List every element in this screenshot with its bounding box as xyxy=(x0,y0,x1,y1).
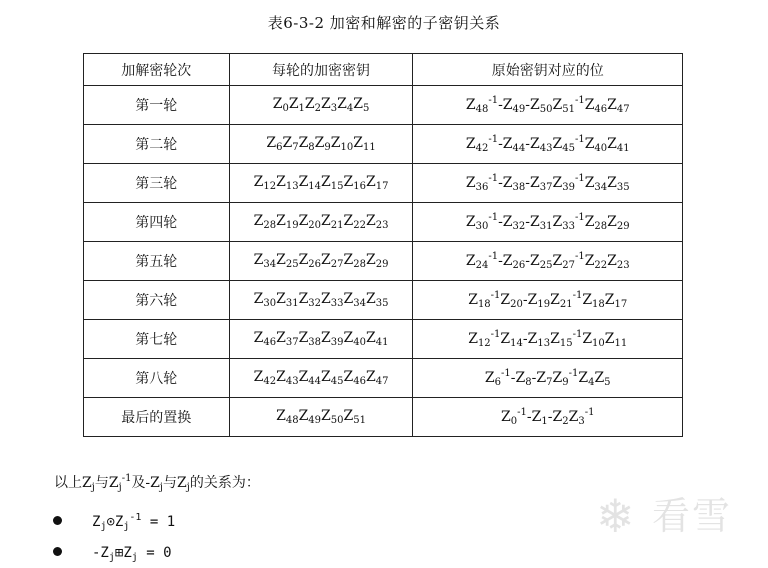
enc-key-cell xyxy=(229,164,413,203)
orig-bits-cell xyxy=(413,203,683,242)
round-label: 第四轮 xyxy=(84,203,230,242)
key-inverse: -1 xyxy=(488,251,499,262)
key-index: 51 xyxy=(353,415,366,426)
key-symbol: Z xyxy=(298,291,309,307)
key-index: 11 xyxy=(614,338,628,349)
header-enc-key: 每轮的加密密钥 xyxy=(229,54,413,86)
key-symbol: Z xyxy=(604,292,615,308)
key-index: 2 xyxy=(314,103,322,114)
bullet-result: = 1 xyxy=(141,514,176,530)
key-symbol: Z xyxy=(276,213,286,229)
key-inverse: -1 xyxy=(501,368,511,379)
key-symbol: Z xyxy=(465,97,476,113)
key-index: 22 xyxy=(353,220,366,231)
key-index: 27 xyxy=(562,260,575,271)
key-symbol: Z xyxy=(343,213,354,229)
key-symbol: Z xyxy=(304,96,315,112)
key-symbol: Z xyxy=(550,331,560,347)
key-index: 43 xyxy=(539,143,553,154)
key-symbol: Z xyxy=(253,330,264,346)
key-index: 33 xyxy=(562,221,575,232)
enc-key-cell xyxy=(229,398,413,437)
key-index: 26 xyxy=(308,259,322,270)
key-symbol: Z xyxy=(276,408,286,424)
add-mod-operator: ⊞ xyxy=(114,545,124,561)
key-index: 3 xyxy=(578,416,585,427)
key-symbol: Z xyxy=(582,292,593,308)
note-text: 及-Z xyxy=(131,475,160,491)
key-symbol: Z xyxy=(343,369,354,385)
key-symbol: Z xyxy=(253,291,264,307)
key-index: 40 xyxy=(353,337,366,348)
note-sup: -1 xyxy=(121,473,132,484)
key-index: 15 xyxy=(559,338,573,349)
key-symbol: Z xyxy=(468,331,478,347)
key-index: 28 xyxy=(263,220,277,231)
key-symbol: Z xyxy=(288,96,299,112)
key-symbol: Z xyxy=(568,409,579,425)
key-symbol: Z xyxy=(353,135,363,151)
key-inverse: -1 xyxy=(488,212,499,223)
key-symbol: Z xyxy=(321,96,331,112)
key-symbol: Z xyxy=(253,213,264,229)
bullet-dot xyxy=(53,516,62,525)
key-inverse: -1 xyxy=(574,134,585,145)
key-symbol: Z xyxy=(552,214,563,230)
key-index: 29 xyxy=(616,221,630,232)
key-index: 38 xyxy=(512,182,526,193)
key-symbol: Z xyxy=(468,292,478,308)
bullet-term: -Z xyxy=(92,545,109,561)
key-index: 3 xyxy=(330,103,338,114)
key-index: 22 xyxy=(594,260,608,271)
key-symbol: Z xyxy=(276,174,286,190)
key-index: 15 xyxy=(330,181,344,192)
key-symbol: Z xyxy=(550,292,560,308)
key-symbol: Z xyxy=(607,136,617,152)
key-symbol: Z xyxy=(321,291,331,307)
key-symbol: Z xyxy=(584,214,595,230)
orig-bits-cell xyxy=(413,281,683,320)
key-symbol: Z xyxy=(552,370,563,386)
subkey-table xyxy=(83,53,683,437)
round-label: 第二轮 xyxy=(84,125,230,164)
orig-bits-cell xyxy=(413,359,683,398)
key-index: 7 xyxy=(546,377,553,388)
key-index: 12 xyxy=(477,338,491,349)
key-index: 41 xyxy=(375,337,389,348)
note-text: 与Z xyxy=(94,475,119,491)
key-symbol: Z xyxy=(500,292,511,308)
key-symbol: Z xyxy=(314,135,325,151)
enc-key-cell xyxy=(229,203,413,242)
key-index: 37 xyxy=(285,337,299,348)
key-symbol: Z xyxy=(607,214,617,230)
key-symbol: -Z xyxy=(498,253,513,269)
key-symbol: Z xyxy=(465,136,476,152)
key-inverse: -1 xyxy=(517,407,527,418)
key-symbol: Z xyxy=(343,330,354,346)
key-symbol: Z xyxy=(343,291,354,307)
key-index: 38 xyxy=(308,337,322,348)
key-symbol: Z xyxy=(465,175,476,191)
orig-bits-cell xyxy=(413,86,683,125)
key-inverse: -1 xyxy=(572,329,583,340)
watermark xyxy=(596,488,756,544)
key-symbol: Z xyxy=(330,135,341,151)
key-symbol: Z xyxy=(321,213,331,229)
relation-note xyxy=(54,472,260,493)
key-index: 46 xyxy=(594,104,608,115)
key-index: 41 xyxy=(616,143,630,154)
key-symbol: -Z xyxy=(525,175,540,191)
key-index: 25 xyxy=(539,260,553,271)
key-index: 49 xyxy=(308,415,322,426)
key-index: 40 xyxy=(594,143,608,154)
key-index: 21 xyxy=(559,299,573,310)
key-index: 24 xyxy=(475,260,489,271)
key-inverse: -1 xyxy=(574,173,585,184)
key-symbol: -Z xyxy=(498,214,513,230)
key-inverse: -1 xyxy=(488,173,499,184)
key-symbol: Z xyxy=(465,214,476,230)
table-header-row xyxy=(84,54,683,86)
key-symbol: Z xyxy=(365,291,376,307)
key-index: 26 xyxy=(512,260,526,271)
table-row xyxy=(84,242,683,281)
key-symbol: Z xyxy=(298,174,309,190)
note-sub: j xyxy=(118,482,122,493)
key-symbol: Z xyxy=(272,96,283,112)
round-label: 第八轮 xyxy=(84,359,230,398)
key-index: 14 xyxy=(510,338,523,349)
key-index: 0 xyxy=(282,103,289,114)
note-sub: j xyxy=(186,482,190,493)
key-inverse: -1 xyxy=(488,95,499,106)
key-inverse: -1 xyxy=(490,329,501,340)
table-row xyxy=(84,203,683,242)
key-symbol: Z xyxy=(584,175,595,191)
key-index: 9 xyxy=(324,142,331,153)
key-symbol: Z xyxy=(582,331,593,347)
bullet-sup: -1 xyxy=(129,512,142,523)
key-index: 8 xyxy=(308,142,315,153)
key-symbol: -Z xyxy=(498,97,513,113)
table-row xyxy=(84,320,683,359)
key-index: 37 xyxy=(539,182,553,193)
enc-key-cell xyxy=(229,125,413,164)
key-index: 18 xyxy=(477,299,491,310)
key-index: 12 xyxy=(263,181,277,192)
bullet-sub: j xyxy=(108,552,115,563)
key-symbol: Z xyxy=(298,213,309,229)
key-symbol: Z xyxy=(266,135,277,151)
orig-bits-cell xyxy=(413,398,683,437)
key-index: 4 xyxy=(588,377,595,388)
key-index: 11 xyxy=(362,142,376,153)
key-symbol: Z xyxy=(253,252,264,268)
snowflake-icon: ❄ xyxy=(596,489,635,543)
key-symbol: Z xyxy=(343,174,354,190)
key-index: 23 xyxy=(616,260,630,271)
bullet-term: Z xyxy=(92,514,101,530)
table-row xyxy=(84,398,683,437)
key-symbol: Z xyxy=(276,291,286,307)
key-symbol: Z xyxy=(501,409,511,425)
key-index: 17 xyxy=(614,299,628,310)
bullet-dot xyxy=(53,547,62,556)
key-index: 6 xyxy=(494,377,502,388)
key-index: 1 xyxy=(541,416,548,427)
key-index: 48 xyxy=(285,415,299,426)
key-index: 32 xyxy=(512,221,526,232)
key-index: 42 xyxy=(263,376,277,387)
key-symbol: Z xyxy=(298,252,309,268)
key-symbol: Z xyxy=(337,96,347,112)
key-symbol: Z xyxy=(578,370,589,386)
key-index: 30 xyxy=(475,221,489,232)
key-symbol: Z xyxy=(607,253,617,269)
bullet-term: Z xyxy=(114,514,124,530)
key-index: 29 xyxy=(375,259,389,270)
key-symbol: Z xyxy=(584,136,595,152)
key-inverse: -1 xyxy=(568,368,579,379)
key-symbol: Z xyxy=(465,253,476,269)
key-symbol: Z xyxy=(276,330,286,346)
key-index: 4 xyxy=(346,103,354,114)
round-label: 第一轮 xyxy=(84,86,230,125)
bullet-sub: j xyxy=(131,552,138,563)
key-index: 9 xyxy=(562,377,569,388)
key-symbol: -Z xyxy=(525,214,540,230)
key-index: 19 xyxy=(537,299,551,310)
key-symbol: Z xyxy=(321,408,331,424)
key-symbol: Z xyxy=(365,330,376,346)
note-sub: j xyxy=(91,482,95,493)
key-index: 46 xyxy=(353,376,366,387)
key-symbol: Z xyxy=(253,369,264,385)
key-index: 31 xyxy=(285,298,299,309)
round-label: 最后的置换 xyxy=(84,398,230,437)
bullet-multiply-inverse xyxy=(53,512,175,532)
key-index: 31 xyxy=(539,221,553,232)
key-symbol: -Z xyxy=(531,370,547,386)
key-index: 35 xyxy=(375,298,389,309)
key-symbol: Z xyxy=(321,252,331,268)
key-index: 16 xyxy=(353,181,366,192)
bullet-term: Z xyxy=(123,545,132,561)
table-row xyxy=(84,164,683,203)
note-sub: j xyxy=(159,482,164,493)
key-index: 39 xyxy=(330,337,344,348)
round-label: 第六轮 xyxy=(84,281,230,320)
header-orig-bits: 原始密钥对应的位 xyxy=(413,54,683,86)
key-symbol: Z xyxy=(365,213,376,229)
key-symbol: Z xyxy=(276,369,286,385)
key-index: 39 xyxy=(562,182,575,193)
orig-bits-cell xyxy=(413,125,683,164)
key-index: 5 xyxy=(604,377,611,388)
key-index: 5 xyxy=(362,103,370,114)
key-index: 50 xyxy=(330,415,344,426)
key-symbol: -Z xyxy=(547,409,563,425)
key-index: 20 xyxy=(308,220,322,231)
key-symbol: Z xyxy=(607,175,617,191)
key-inverse: -1 xyxy=(574,95,585,106)
key-symbol: -Z xyxy=(526,409,542,425)
orig-bits-cell xyxy=(413,320,683,359)
watermark-text: 看雪 xyxy=(652,494,733,538)
key-symbol: Z xyxy=(500,331,511,347)
key-symbol: Z xyxy=(298,330,309,346)
multiply-mod-operator: ⊙ xyxy=(106,514,115,530)
key-symbol: Z xyxy=(276,252,286,268)
key-symbol: Z xyxy=(365,369,376,385)
note-text: 的关系为： xyxy=(189,475,260,491)
key-symbol: Z xyxy=(552,175,563,191)
round-label: 第五轮 xyxy=(84,242,230,281)
key-symbol: -Z xyxy=(525,97,540,113)
round-label: 第三轮 xyxy=(84,164,230,203)
key-inverse: -1 xyxy=(574,212,585,223)
key-symbol: -Z xyxy=(525,253,540,269)
note-text: 与Z xyxy=(163,475,187,491)
key-symbol: Z xyxy=(552,253,563,269)
key-symbol: Z xyxy=(321,330,331,346)
key-symbol: Z xyxy=(552,97,563,113)
header-round: 加解密轮次 xyxy=(84,54,230,86)
key-symbol: Z xyxy=(607,97,617,113)
key-index: 34 xyxy=(594,182,608,193)
key-symbol: Z xyxy=(365,252,376,268)
key-index: 47 xyxy=(616,104,630,115)
key-index: 42 xyxy=(475,143,489,154)
key-index: 6 xyxy=(276,142,283,153)
key-symbol: Z xyxy=(484,370,495,386)
key-index: 47 xyxy=(375,376,389,387)
key-index: 30 xyxy=(263,298,277,309)
key-index: 50 xyxy=(539,104,553,115)
key-symbol: Z xyxy=(321,369,331,385)
key-index: 33 xyxy=(330,298,344,309)
key-index: 34 xyxy=(353,298,366,309)
key-index: 49 xyxy=(512,104,526,115)
key-index: 25 xyxy=(285,259,299,270)
bullet-sub: j xyxy=(100,521,107,532)
key-index: 21 xyxy=(330,220,344,231)
key-index: 17 xyxy=(375,181,389,192)
key-symbol: Z xyxy=(298,135,309,151)
bullet-sub: j xyxy=(123,521,130,532)
enc-key-cell xyxy=(229,320,413,359)
key-inverse: -1 xyxy=(490,290,501,301)
key-index: 19 xyxy=(285,220,299,231)
key-symbol: Z xyxy=(584,97,595,113)
key-index: 0 xyxy=(510,416,518,427)
bullet-result: = 0 xyxy=(137,545,172,561)
enc-key-cell xyxy=(229,359,413,398)
key-index: 23 xyxy=(375,220,389,231)
key-index: 14 xyxy=(308,181,322,192)
table-caption: 表6-3-2 加密和解密的子密钥关系 xyxy=(267,14,501,32)
enc-key-cell xyxy=(229,242,413,281)
enc-key-cell xyxy=(229,86,413,125)
key-index: 10 xyxy=(340,142,354,153)
key-index: 34 xyxy=(263,259,277,270)
key-symbol: -Z xyxy=(525,136,540,152)
key-symbol: Z xyxy=(321,174,331,190)
key-symbol: Z xyxy=(282,135,293,151)
key-symbol: -Z xyxy=(522,292,538,308)
orig-bits-cell xyxy=(413,164,683,203)
key-inverse: -1 xyxy=(488,134,499,145)
key-index: 45 xyxy=(562,143,575,154)
key-index: 46 xyxy=(263,337,277,348)
bullet-add-inverse xyxy=(53,545,172,563)
key-index: 44 xyxy=(308,376,322,387)
enc-key-cell xyxy=(229,281,413,320)
key-index: 36 xyxy=(475,182,489,193)
note-text: 以上Z xyxy=(54,475,92,491)
key-symbol: Z xyxy=(552,136,563,152)
key-index: 27 xyxy=(330,259,344,270)
key-index: 32 xyxy=(308,298,322,309)
key-symbol: Z xyxy=(253,174,264,190)
key-index: 13 xyxy=(537,338,551,349)
key-index: 1 xyxy=(298,103,305,114)
key-index: 43 xyxy=(285,376,299,387)
key-index: 28 xyxy=(594,221,608,232)
key-inverse: -1 xyxy=(584,407,595,418)
key-symbol: Z xyxy=(298,369,309,385)
key-index: 51 xyxy=(562,104,575,115)
key-symbol: -Z xyxy=(498,136,513,152)
key-symbol: -Z xyxy=(498,175,513,191)
key-index: 28 xyxy=(353,259,366,270)
table-row xyxy=(84,86,683,125)
key-symbol: Z xyxy=(298,408,309,424)
key-index: 48 xyxy=(475,104,489,115)
key-index: 13 xyxy=(285,181,299,192)
key-index: 35 xyxy=(616,182,630,193)
key-index: 8 xyxy=(525,377,532,388)
table-row xyxy=(84,125,683,164)
key-symbol: Z xyxy=(343,408,354,424)
key-index: 10 xyxy=(592,338,605,349)
key-inverse: -1 xyxy=(574,251,585,262)
key-index: 45 xyxy=(330,376,344,387)
table-row xyxy=(84,359,683,398)
key-symbol: Z xyxy=(584,253,595,269)
key-index: 44 xyxy=(512,143,526,154)
key-index: 18 xyxy=(592,299,605,310)
key-inverse: -1 xyxy=(572,290,583,301)
key-index: 2 xyxy=(562,416,569,427)
round-label: 第七轮 xyxy=(84,320,230,359)
key-symbol: Z xyxy=(365,174,376,190)
key-index: 20 xyxy=(510,299,523,310)
key-symbol: -Z xyxy=(510,370,526,386)
key-index: 7 xyxy=(292,142,299,153)
table-row xyxy=(84,281,683,320)
key-symbol: -Z xyxy=(522,331,538,347)
key-symbol: Z xyxy=(604,331,615,347)
key-symbol: Z xyxy=(343,252,354,268)
orig-bits-cell xyxy=(413,242,683,281)
key-symbol: Z xyxy=(594,370,605,386)
key-symbol: Z xyxy=(353,96,363,112)
